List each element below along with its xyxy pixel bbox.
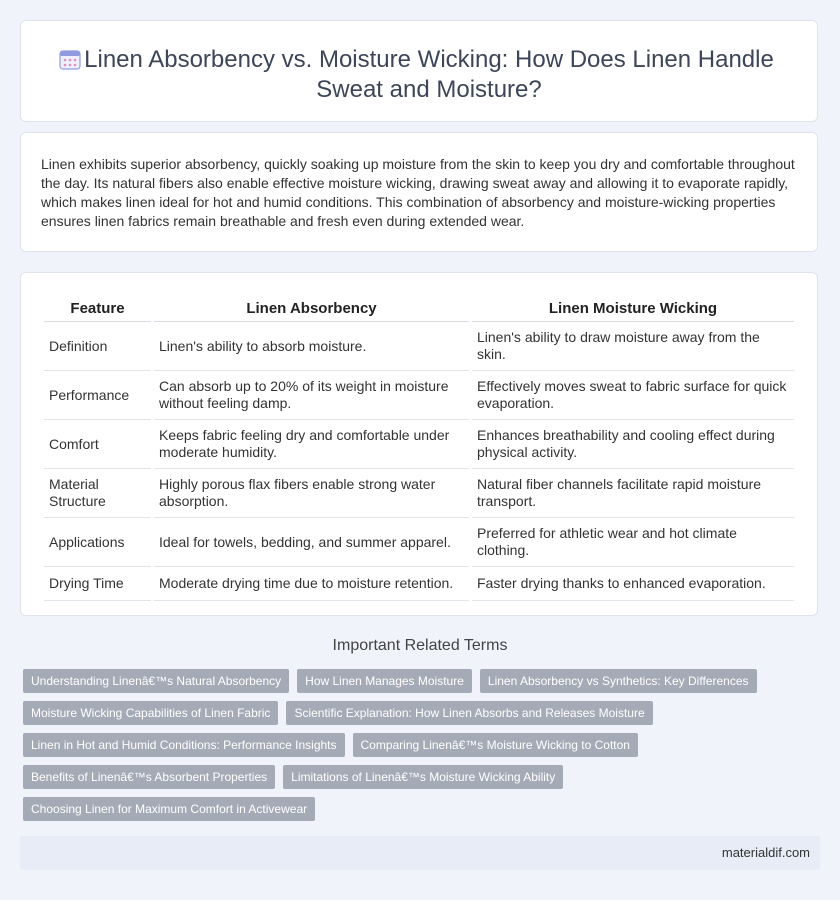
related-terms-list bbox=[23, 669, 763, 821]
feature-cell: Comfort bbox=[44, 420, 151, 469]
table-row bbox=[44, 518, 794, 567]
footer bbox=[20, 836, 820, 870]
feature-cell: Definition bbox=[44, 322, 151, 371]
absorbency-cell: Moderate drying time due to moisture retention. bbox=[154, 567, 469, 601]
feature-cell: Drying Time bbox=[44, 567, 151, 601]
table-header-row bbox=[44, 297, 794, 322]
intro-card bbox=[20, 132, 818, 252]
related-term-tag[interactable]: Choosing Linen for Maximum Comfort in Activewear bbox=[23, 797, 315, 821]
wicking-cell: Natural fiber channels facilitate rapid moisture transport. bbox=[472, 469, 794, 518]
table-row bbox=[44, 371, 794, 420]
feature-cell: Material Structure bbox=[44, 469, 151, 518]
table-row bbox=[44, 322, 794, 371]
wicking-cell: Faster drying thanks to enhanced evaporation. bbox=[472, 567, 794, 601]
table-row bbox=[44, 567, 794, 601]
related-term-tag[interactable]: Benefits of Linenâ€™s Absorbent Properties bbox=[23, 765, 275, 789]
related-term-tag[interactable]: How Linen Manages Moisture bbox=[297, 669, 472, 693]
header-wicking: Linen Moisture Wicking bbox=[472, 297, 794, 322]
related-term-tag[interactable]: Limitations of Linenâ€™s Moisture Wicking Ability bbox=[283, 765, 563, 789]
table-row bbox=[44, 420, 794, 469]
related-term-tag[interactable]: Moisture Wicking Capabilities of Linen Fabric bbox=[23, 701, 278, 725]
comparison-table bbox=[41, 297, 797, 601]
feature-cell: Performance bbox=[44, 371, 151, 420]
wicking-cell: Enhances breathability and cooling effect during physical activity. bbox=[472, 420, 794, 469]
intro-paragraph: Linen exhibits superior absorbency, quickly soaking up moisture from the skin to keep you dry and comfortable throughout the day. Its natural fibers also enable effective moisture wicking, drawing sweat away and allowing it to evaporate rapidly, which makes linen ideal for hot and humid conditions. This combination of absorbency and moisture-wicking properties ensures linen fabrics remain breathable and fresh even during extended wear. bbox=[41, 156, 795, 229]
wicking-cell: Linen's ability to draw moisture away from the skin. bbox=[472, 322, 794, 371]
comparison-card bbox=[20, 272, 818, 616]
table-row bbox=[44, 469, 794, 518]
feature-cell: Applications bbox=[44, 518, 151, 567]
header-feature: Feature bbox=[44, 297, 151, 322]
related-term-tag[interactable]: Understanding Linenâ€™s Natural Absorbency bbox=[23, 669, 289, 693]
related-term-tag[interactable]: Comparing Linenâ€™s Moisture Wicking to Cotton bbox=[353, 733, 638, 757]
wicking-cell: Effectively moves sweat to fabric surface for quick evaporation. bbox=[472, 371, 794, 420]
footer-site-name[interactable]: materialdif.com bbox=[721, 845, 810, 860]
related-terms-title: Important Related Terms bbox=[332, 637, 508, 654]
absorbency-cell: Highly porous flax fibers enable strong water absorption. bbox=[154, 469, 469, 518]
page-title: Linen Absorbency vs. Moisture Wicking: How Does Linen Handle Sweat and Moisture? bbox=[84, 46, 774, 103]
absorbency-cell: Linen's ability to absorb moisture. bbox=[154, 322, 469, 371]
related-term-tag[interactable]: Linen Absorbency vs Synthetics: Key Differences bbox=[480, 669, 757, 693]
absorbency-cell: Can absorb up to 20% of its weight in moisture without feeling damp. bbox=[154, 371, 469, 420]
related-term-tag[interactable]: Scientific Explanation: How Linen Absorbs and Releases Moisture bbox=[286, 701, 652, 725]
wicking-cell: Preferred for athletic wear and hot climate clothing. bbox=[472, 518, 794, 567]
header-card bbox=[20, 20, 818, 122]
absorbency-cell: Keeps fabric feeling dry and comfortable under moderate humidity. bbox=[154, 420, 469, 469]
related-term-tag[interactable]: Linen in Hot and Humid Conditions: Performance Insights bbox=[23, 733, 345, 757]
header-absorbency: Linen Absorbency bbox=[154, 297, 469, 322]
absorbency-cell: Ideal for towels, bedding, and summer apparel. bbox=[154, 518, 469, 567]
